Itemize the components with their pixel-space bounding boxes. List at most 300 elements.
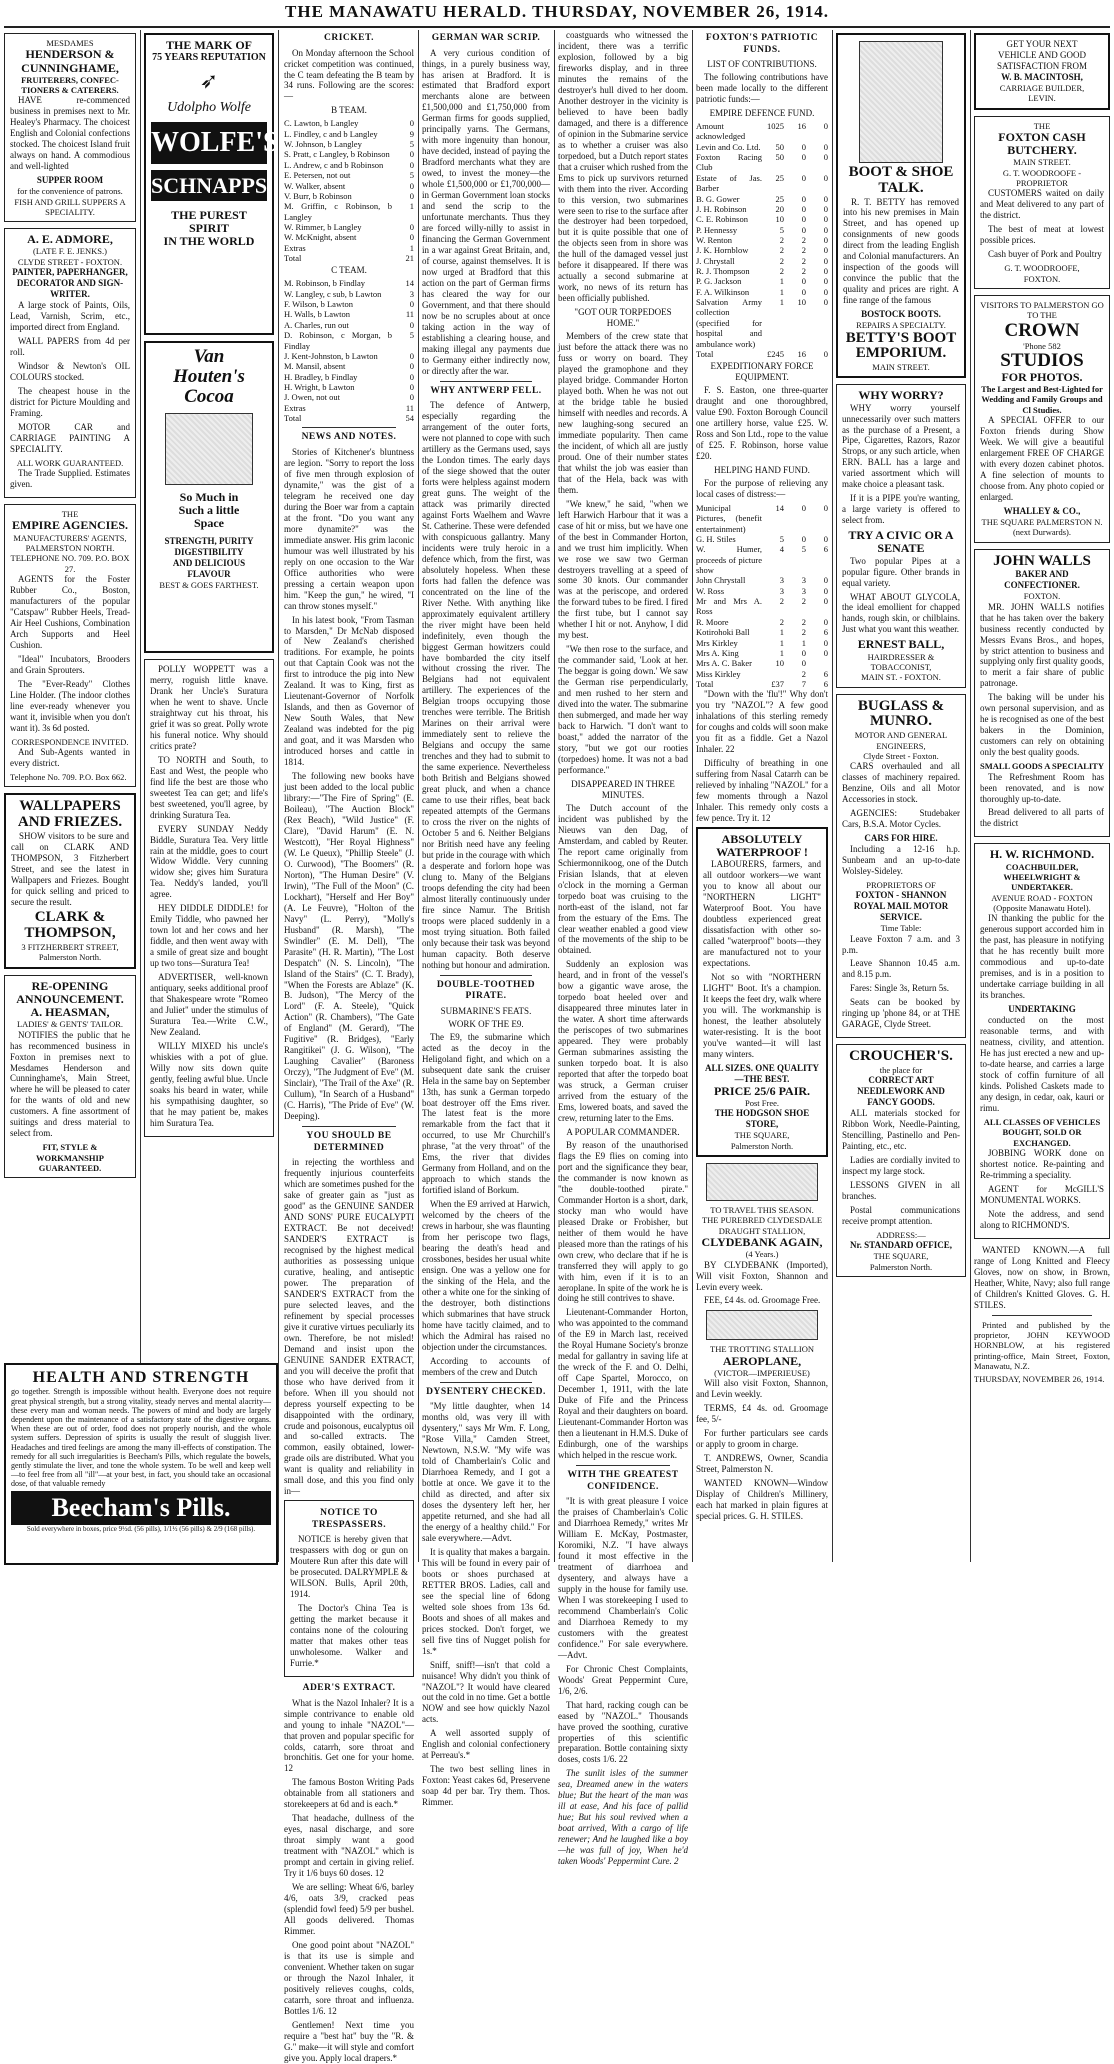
table-cell: 0 (823, 286, 828, 297)
ad-line: FIT, STYLE & WORKMANSHIP GUARANTEED. (36, 1142, 104, 1174)
article-paragraph: A well assorted supply of English and colonial confectionery at Perreau's.* (422, 1728, 550, 1761)
table-cell: 0 (801, 647, 806, 658)
table-cell: J. Chrystall (696, 255, 735, 266)
table-cell: 0 (409, 149, 414, 160)
ad-body: BY CLYDEBANK (Imported), Will visit Foxton, Shannon and Levin every week. (696, 1259, 828, 1292)
table-cell: 50 (775, 141, 784, 152)
ad-line: LADIES' & GENTS' TAILOR. (16, 1019, 124, 1030)
ad-heading: WALLPAPERS (19, 798, 121, 815)
ad-line: (LATE F. E. JENKS.) (33, 246, 107, 257)
ad-line: CORRESPONDENCE INVITED. (11, 736, 129, 747)
ad-body: Not so with "NORTHERN LIGHT" Boot. It's a champion. It keeps the feet dry, walk where you will. The workmanship is honest, the leather absolutely water-resisting. It is the boot you've wanted—it will last many winters. (703, 972, 821, 1059)
ad-line: (VICTOR—IMPERIEUSE) (714, 1367, 810, 1378)
ad-line: BAKER AND CONFECTIONER. (1004, 569, 1080, 591)
ad-line: FOXTON. (1023, 591, 1061, 602)
helping-hand-fund-table (696, 503, 828, 689)
subheading: HELPING HAND FUND. (714, 464, 810, 475)
table-cell: Salvation Army collection (specified for hospital and ambulance work) (696, 297, 762, 349)
table-cell: 2 (801, 255, 806, 266)
article-paragraph: WANTED KNOWN.—A full range of Long Knitted and Fleecy Gloves, now on show, in Brown, Heather, White, Navy; also full range of Children's Knitted Gloves. G. H. STILES. (974, 1244, 1110, 1310)
ad-line: 3 FITZHERBERT STREET, (21, 941, 119, 952)
ad-line: FISH AND GRILL SUPPERS A SPECIALITY. (14, 196, 126, 217)
table-cell: Levin and Co. Ltd. (696, 141, 761, 152)
table-cell: 0 (823, 152, 828, 163)
ad-heading: CROUCHER'S. (849, 1048, 953, 1065)
table-row (696, 152, 828, 173)
ad-heading: TRY A CIVIC OR A SENATE (848, 528, 954, 556)
ad-line: THE SQUARE, (873, 1251, 929, 1262)
table-cell: 1 (409, 201, 414, 212)
ad-line: G. T. WOODROOFE, (1004, 263, 1080, 274)
table-row (696, 544, 828, 575)
table-cell: 5 (779, 224, 784, 235)
table-row (284, 309, 414, 319)
ad-line: MANUFACTURERS' AGENTS, PALMERSTON NORTH. (13, 532, 127, 553)
table-row (696, 256, 828, 266)
table-cell: 0 (409, 350, 414, 361)
table-cell: 0 (801, 658, 806, 669)
table-cell: 0 (801, 152, 806, 163)
ad-line: W. B. MACINTOSH, (1001, 71, 1083, 82)
table-cell: P. G. Jackson (696, 276, 742, 287)
article-paragraph: NOTICE is hereby given that trespassers with dog or gun on Moutere Run after this date will be prosecuted. DALRYMPLE & WILSON. Bulls, April 20th, 1914. (290, 1534, 408, 1600)
horse-illustration (706, 1163, 818, 1201)
subheading: SUBMARINE'S FEATS. (440, 1005, 532, 1016)
ad-heading: CLARK & (34, 909, 106, 926)
table-cell: J. Owen, not out (284, 392, 340, 403)
ad-body: T. ANDREWS, Owner, Scandia Street, Palmerston N. (696, 1453, 828, 1475)
ad-line: Space (194, 516, 224, 531)
ad-line: (Opposite Manawatu Hotel). (993, 903, 1091, 914)
table-cell: 5 (801, 544, 806, 555)
ad-line: FOXTON - SHANNON ROYAL MAIL MOTOR SERVICE. (853, 890, 949, 923)
table-row (284, 170, 414, 180)
table-total-row (696, 679, 828, 689)
table-cell: 9 (409, 128, 414, 139)
table-cell: 1 (801, 637, 806, 648)
ad-heading: EMPIRE AGENCIES. (11, 518, 129, 533)
ad-heading: WOLFE'S (151, 122, 267, 163)
column-2 (144, 30, 279, 1130)
ad-body: The Trade Supplied. Estimates given. (10, 468, 130, 490)
ad-body: MR. JOHN WALLS notifies that he has taken over the bakery business recently conducted by Messrs Evans Bros., and hopes, by strict attention to business and supplying only first quality goods, to merit a fair share of public patronage. (980, 601, 1104, 689)
ad-line: (next Durwards). (1012, 527, 1072, 538)
ad-body: And Sub-Agents wanted in every district. (10, 746, 130, 768)
ad-heading: BUTCHERY. (1007, 143, 1077, 158)
ad-body: JOBBING WORK done on shortest notice. Re-painting and Re-trimming a speciality. (980, 1147, 1104, 1180)
column-1 (4, 30, 136, 1562)
ad-line: STRENGTH, PURITY (164, 536, 254, 547)
ad-line: THE (1033, 120, 1051, 131)
ad-heading: BUGLASS & (857, 697, 945, 714)
ad-line: The Largest and Best-Lighted for Wedding and Family Groups and Cl Studies. (981, 384, 1103, 415)
table-cell: Total (696, 348, 714, 359)
table-total-row (284, 413, 414, 423)
table-row (284, 392, 414, 402)
wolfes-schnapps-ad (144, 33, 279, 335)
article-paragraph: The Doctor's China Tea is getting the market because it contains none of the colouring matter that makes other teas unwholesome. Walker and Furrie.* (290, 1603, 408, 1669)
ad-body: CUSTOMERS waited on daily and Meat delivered to any part of the district. (980, 188, 1104, 221)
table-cell: 0 (801, 203, 806, 214)
table-cell: 0 (823, 637, 828, 648)
table-cell: Kotirohoki Ball (696, 627, 750, 638)
table-row (284, 243, 414, 253)
article-paragraph: One good point about "NAZOL" is that its use is simple and convenient. Whether taken on sugar or through the Nazol Inhaler, it positively relieves coughs, colds, catarrh, sore throat and influenza. Bottles 1/6. 12 (284, 1939, 414, 2016)
table-cell: 0 (801, 214, 806, 225)
table-cell: H. Wright, b Lawton (284, 381, 355, 392)
ad-body: MOTOR CAR and CARRIAGE PAINTING A SPECIALITY. (10, 421, 130, 454)
table-cell: H. Bradley, b Findlay (284, 371, 358, 382)
article-paragraph: That headache, dullness of the eyes, nasal discharge, and sore throat simply want a good treatment with "NAZOL" which is prompt and certain in giving relief. Try it 1/6 buys 60 doses. 12 (284, 1813, 414, 1879)
section-heading: NEWS AND NOTES. (301, 432, 397, 443)
ad-line: LEVIN. (1028, 93, 1056, 104)
ad-line: THE SQUARE, (734, 1130, 790, 1141)
article-paragraph: coastguards who witnessed the incident, there was a terrific explosion, followed by a big fireworks display, and in three minutes the remains of the destroyer's hull dived to her doom. Another destroyer in the vicinity is believed to have been badly damaged, and there is a difference of opinion in the Submarine service as to whether a cruiser was also torpedoed, but a Dutch report states that a cruiser which rushed from the Ems to pick up survivors returned with them into the river. According to this version, two submarines were seen to rise to the surface after the destroyer had been torpedoed, but it is quite possible that one of the objects seen from in shore was the hull of the damaged vessel just before it disappeared. If there was actually a second submarine at work, no news of its return has been officially published. (558, 30, 688, 304)
table-cell: L. Findley, c and b Langley (284, 128, 378, 139)
table-cell: 2 (779, 234, 784, 245)
ad-line: WHALLEY & CO., (1003, 505, 1081, 516)
table-row (284, 129, 414, 139)
table-cell: 14 (405, 278, 414, 289)
table-cell: 0 (823, 234, 828, 245)
table-cell: 3 (801, 585, 806, 596)
ad-body: Two popular Pipes at a popular figure. Other brands in equal variety. (842, 555, 960, 588)
ad-body: POLLY WOPPETT was a merry, roguish little knave. Drank her Uncle's Suratura when he went to shave. Uncle straightway cut his throat, his grief it was so great. Polly wrote his funeral notice. Why should critics prate? (150, 664, 268, 751)
ad-body: AGENCIES: Studebaker Cars, B.S.A. Motor Cycles. (842, 808, 960, 830)
table-cell: £37 (771, 679, 784, 689)
table-cell: 1 (779, 637, 784, 648)
table-cell (806, 658, 828, 668)
article-paragraph: "It is with great pleasure I voice the praises of Chamberlain's Colic and Diarrhoea Remedy," writes Mr William E. McKay, Postmaster, Koromiki, N.Z. "I have always found it most effective in the treatment of diarrhoea and dysentery, and always have a supply in the house for family use. When I was storekeeping I used to recommend Chamberlain's Colic and Diarrhoea Remedy to my customers with the greatest confidence." For sale everywhere.—Advt. (558, 1496, 688, 1660)
ad-line: IN THE WORLD (163, 234, 255, 249)
table-cell: M. Mansil, absent (284, 361, 346, 372)
ad-body: EVERY SUNDAY Neddy Biddle, Suratura Tea. Very little rain at the middle, goes to court Widow Widdle. Very cunning widow she; gives him Suratura Tea. Neddy's landed, you'll agree. (150, 823, 268, 900)
table-row (284, 232, 414, 242)
ad-body: Including a 12-16 h.p. Sunbeam and an up-to-date Wolsley-Sideley. (842, 844, 960, 876)
table-cell: Total (284, 413, 302, 424)
table-cell: 0 (409, 159, 414, 170)
table-row (284, 222, 414, 232)
ad-line: FRUITERERS, CONFEC- TIONERS & CATERERS. (21, 74, 119, 96)
table-cell: 0 (823, 266, 828, 277)
ad-heading: A. HEASMAN, (30, 1005, 110, 1020)
ad-heading: HEALTH AND STRENGTH (32, 1369, 250, 1386)
van-houtens-cocoa-ad (144, 341, 274, 653)
table-cell: Foxton Racing Club (696, 152, 762, 173)
table-cell: 2 (801, 627, 806, 638)
table-cell: 2 (801, 668, 806, 679)
table-row (696, 617, 828, 627)
ad-line: Palmerston North. (869, 1261, 933, 1272)
table-cell: 10 (797, 297, 806, 308)
article-paragraph: The following new books have just been added to the local public library:—"The Fire of Spring" (E. Boileau), "The Auction Block" (Rex Beach), "Wild Justice" (F. Clare), "David Harum" (E. N. Westcott), "Her Royal Highness" (W. Le Queux), "Phillip Steele" (J. O. Curwood), "The Boomers" (R. Norton), "The Human Desire" (V. Irwin), "The Full of the Moon" (C. Lockhart), "Herself and Her Boy" (A. Le Feuvre), "Holton of the Navy" (L. Perry), "Molly's Husband" (R. Marsh), "The Swindler" (E. M. Dell), "The Parasite" (H. R. Martin), "The Lost Despatch" (N. S. Lincoln), "The Island of the Stairs" (C. T. Brady), "When the Forests are Ablaze" (K. B. Judson), "The Mercy of the Lord" (F. A. Steele), "Quick Action" (R. Chambers), "The Gate of England" (M. Gerard), "The Fugitive" (R. Bridges), "Early Rangitikei" (J. G. Wilson), "The Laughing Cavalier" (Baroness Orczy), "The Judgment of Eve" (M. Sinclair), "The Trail of the Axe" (R. Cullum), "In Search of a Husband" (C. Harris), "The Pride of Eve" (W. Deeping). (284, 771, 414, 1122)
column-4 (422, 30, 550, 1808)
ad-body: WILLY MIXED his uncle's whiskies with a pot of glue. Willy now sits down quite gently, feeling awful blue. Uncle soaks his beard in water, while his sympathising daughter, so that he may patient be, makes him Suratura Tea. (150, 1040, 268, 1128)
ad-line: AND DELICIOUS (172, 558, 246, 569)
table-cell: 21 (405, 253, 414, 264)
ad-line: THE PUREST SPIRIT (171, 207, 247, 235)
table-cell: 0 (823, 245, 828, 256)
ad-line: Sold everywhere in boxes, price 9½d. (56 pills), 1/1½ (56 pills) & 2/9 (168 pills). (26, 1525, 256, 1534)
column-rule (278, 30, 279, 1562)
table-cell: C. E. Robinson (696, 214, 748, 225)
table-row (696, 287, 828, 297)
table-cell: 0 (823, 647, 828, 658)
table-row (696, 627, 828, 637)
ad-body: The baking will be under his own personal supervision, and as he is recognised as one of the best bakers in the Dominion, customers can rely on obtaining only the best quality goods. (980, 692, 1104, 758)
ad-heading: ANNOUNCEMENT. (16, 991, 124, 1006)
column-rule (970, 30, 971, 1562)
table-row (696, 235, 828, 245)
table-cell: D. Robinson, c Morgan, b Findlay (284, 330, 392, 351)
table-cell: John Chrystall (696, 575, 746, 586)
table-cell: 0 (823, 616, 828, 627)
hodgson-shoe-store-ad (696, 827, 828, 1157)
table-row (696, 204, 828, 214)
table-cell: 0 (801, 141, 806, 152)
table-row (284, 118, 414, 128)
ad-line: the place for (879, 1065, 923, 1076)
table-cell: 0 (823, 502, 828, 513)
table-cell: Total (284, 253, 302, 264)
table-cell: W. McKnight, absent (284, 232, 357, 243)
table-row (284, 149, 414, 159)
ad-body: TERMS, £4 4s. od. Groomage fee, 5/- (696, 1403, 828, 1425)
table-cell: 0 (823, 193, 828, 204)
article-paragraph: "We knew," he said, "when we left Harwich Harbour that it was a case of hit or miss, but we have one of the best in Commander Horton, and we trust him implicitly. When we rose we saw two German destroyers travelling at a speed of some 30 knots. Our commander was at the periscope, and ordered the forward tubes to be fired. I fired the first tube, but I cannot say whether I hit or not. Anyhow, I did my best. (558, 498, 688, 641)
table-row (696, 194, 828, 204)
table-cell: 0 (801, 172, 806, 183)
table-cell: W. Johnson, b Langley (284, 139, 362, 150)
table-cell: 3 (801, 575, 806, 586)
table-cell: Amount acknowledged (696, 121, 746, 142)
ad-line: SMALL GOODS A SPECIALITY (980, 761, 1104, 772)
ad-body: Seats can be booked by ringing up 'phone 84, or at THE GARAGE, Clyde Street. (842, 997, 960, 1030)
table-cell: 54 (405, 413, 414, 424)
ad-body: LABOURERS, farmers, and all outdoor workers—we want you to know all about our "NORTHERN LIGHT" Waterproof Boot. You have doubtless experienced great dissatisfaction with other so-called "waterproof" boots—they are manufactured not to your expectations. (703, 859, 821, 969)
table-cell: W. Rimmer, b Langley (284, 221, 362, 232)
ad-line: VEHICLE AND GOOD (998, 49, 1086, 60)
ad-body: Cash buyer of Pork and Poultry (988, 249, 1102, 260)
table-row (696, 586, 828, 596)
ad-body: If it is a PIPE you're wanting, a large variety is offered to select from. (842, 493, 960, 526)
table-cell: B. G. Gower (696, 193, 740, 204)
ad-body: A SPECIAL OFFER to our Foxton friends during Show Week. We will give a beautiful enlargement FREE OF CHARGE with every dozen cabinet photos. A fine selection of mounts to choose from. Any photo copied or enlarged. (980, 415, 1104, 502)
ad-line: MESDAMES (46, 38, 94, 48)
article-paragraph: On Monday afternoon the School cricket competition was continued, the C team defeating the B team by 34 runs. Following are the scores:— (284, 47, 414, 102)
ad-heading: ABSOLUTELY WATERPROOF ! (716, 831, 808, 860)
ad-body: "Ideal" Incubators, Brooders and Grain Sprouters. (10, 653, 130, 675)
ad-heading: Cocoa (184, 385, 234, 407)
table-cell: 16 (797, 348, 806, 359)
table-cell: 7 (801, 679, 806, 689)
table-cell: A. Charles, run out (284, 319, 349, 330)
ad-heading: Van (193, 346, 225, 367)
table-cell: 5 (779, 533, 784, 544)
table-cell: 0 (823, 575, 828, 586)
table-cell: L. Andrew, c and b Robinson (284, 159, 384, 170)
article-paragraph: The defence of Antwerp, especially regarding the arrangement of the outer forts, were not planned to cope with such artillery as the Germans used, says the London times. The early days of the siege showed that the outer forts were helpless against modern great guns. The weight of the attack was primarily directed against Forts Waelhem and Wavre St. Catherine. These were defended with conspicuous gallantry. Many incidents were truly heroic in a defence which, from the first, was absolutely hopeless. When these forts had fallen the defence was concentrated on the line of the River Nethe. With anything like approximately equivalent artillery the river might have been held indefinitely, even though the biggest German howitzers could have bombarded the city itself without crossing the river. The Belgians had not equivalent artillery. The experiences of the Belgian troops occupying those trenches were terrible. The British Marines on their arrival were immediately sent to relieve the Belgians and occupy the same trenches and they had to submit to the same experience. Nevertheless both British and Belgians showed great pluck, and when a chance came to use their rifles, beat back repeated attempts of the Germans to cross the river on the nights of October 5 and 6. Neither Belgians nor British need have any feeling but pride in the courage with which a desperate and forlorn hope was clung to. Many of the Belgians troops defending the city had been almost literally continuously under fire since Namur. The British troops were placed suddenly in a most trying situation. Both failed only because their task was beyond human capacity. Both deserve nothing but honour and admiration. (422, 400, 550, 970)
admore-ad (4, 228, 136, 498)
table-row (284, 139, 414, 149)
richmond-ad (974, 843, 1110, 1238)
section-heading: DOUBLE-TOOTHED PIRATE. (436, 979, 536, 1002)
table-cell: G. H. Stiles (696, 533, 736, 544)
table-cell: 0 (823, 348, 828, 359)
table-cell: W. Renton (696, 234, 733, 245)
ad-line: CORRECT ART NEEDLEWORK AND FANCY GOODS. (857, 1075, 945, 1108)
ad-line: 'Phone 582 (1023, 340, 1061, 351)
article-paragraph: in rejecting the worthless and frequently injurious counterfeits which are sometimes pushed for the sake of greater gain as "just as good" as the GENUINE SANDER AND SONS' PURE EUCALYPTI EXTRACT. Be not deceived! SANDER'S EXTRACT is recognised by the highest medical authorities as possessing unique curative, healing, and antiseptic power. The preparation of SANDER'S EXTRACT from the pure selected leaves, and the refinement by special processes give it curative virtues peculiarly its own. Therefore, be not misled! Demand and insist upon the GENUINE SANDER EXTRACT, and you will deceive the profit that those who have derived from it before. When ill you should not depress yourself expecting to be disappointed with the ordinary, crude and poisonous, eucalyptus oil and so-called extracts. The common, easily obtained, lower-grade oils are distributed. What you want is quality and reliability in small dose, and this you find only in— (284, 1157, 414, 1497)
ernest-ball-ad (836, 384, 966, 687)
table-cell: W. Ross (696, 585, 725, 596)
article-paragraph: In his latest book, "From Tasman to Marsden," Dr McNab disposed of New Zealand's cherished traditions. For example, he points out that Captain Cook was not the first to introduce the pig into New Zealand. It was to King, first as Lieutenant-Governor of Norfolk Islands, and then as Governor of New South Wales, that New Zealand was indebted for the pig and goat, and it was Marsden who introduced horses and cattle in 1814. (284, 614, 414, 768)
ad-heading: CROWN (1004, 319, 1080, 341)
table-cell: M. Robinson, b Findlay (284, 278, 365, 289)
subheading: EMPIRE DEFENCE FUND. (709, 108, 815, 119)
section-heading: GERMAN WAR SCRIP. (431, 33, 541, 43)
ad-body: Leave Shannon 10.45 a.m. and 8.15 p.m. (842, 958, 960, 980)
subheading: EXPEDITIONARY FORCE EQUIPMENT. (710, 361, 814, 383)
ad-line: DIGESTIBILITY (174, 547, 244, 558)
table-cell: E. Petersen, not out (284, 170, 351, 181)
article-paragraph: We are selling: Wheat 6/6, barley 4/6, oats 3/9, cracked peas (splendid fowl feed) 5/9 per bushel. All goods delivered. Thomas Rimmer. (284, 1882, 414, 1937)
table-cell: 0 (801, 224, 806, 235)
table-cell: 0 (409, 381, 414, 392)
table-cell: 2 (779, 255, 784, 266)
ad-line: Clyde Street - Foxton. (863, 750, 939, 761)
table-cell: 11 (405, 402, 414, 413)
ad-line: THE HODGSON SHOE STORE, (714, 1108, 810, 1130)
table-row (696, 173, 828, 194)
table-cell: 0 (823, 596, 828, 607)
table-row (284, 382, 414, 392)
ad-heading: JOHN WALLS (993, 552, 1091, 569)
table-cell: Total (696, 679, 714, 689)
table-cell: £245 (767, 348, 784, 359)
article-paragraph: Difficulty of breathing in one suffering from Nasal Catarrh can be relieved by inhaling "NAZOL" for a few moments through a Nazol Inhaler. This remedy only costs a few pence. Try it. 12 (696, 758, 828, 824)
ad-line: Palmerston North. (38, 952, 102, 963)
article-paragraph: The following contributions have been made locally to the different patriotic funds:— (696, 72, 828, 105)
ad-body: SHOW visitors to be sure and call on CLARK AND THOMPSON, 3 Fitzherbert Street, and see the latest in Wallpapers and Friezes. Bought for quick selling and priced to secure the result. (11, 830, 129, 907)
ad-body: conducted on the most reasonable terms, and with neatness, civility, and attention. He has just erected a new and up-to-date hearse, and carries a large stock of coffin furniture of all kinds. Polished Caskets made to any design, in cedar, oak, kauri or rimu. (980, 1015, 1104, 1113)
ad-line: THE PUREBRED CLYDESDALE DRAUGHT STALLION, (701, 1215, 823, 1236)
ad-line: Post Free. (745, 1097, 779, 1108)
article-paragraph: By reason of the unauthorised flags the E9 flies on coming into port and the significance they bear, the commander is now known as "the double-toothed pirate." Commander Horton is a short, dark, stocky man who would have pleased Drake or Frobisher, but neither of them would he have pleased more than the ratings of his own crew, who declare that if he is transferred they will apply to go with him, even if it is to an aeroplane. In spite of the work he is doing he still contrives to shave. (558, 1139, 688, 1304)
ad-body: CARS overhauled and all classes of machinery repaired. Benzine, Oils and all Motor Accessories in stock. (842, 761, 960, 805)
table-cell: 0 (409, 319, 414, 330)
table-cell: J. Kent-Johnston, b Lawton (284, 350, 378, 361)
ad-line: FLAVOUR (187, 569, 231, 580)
section-heading: CRICKET. (323, 33, 374, 43)
table-cell: 0 (409, 232, 414, 243)
ad-body: ALL materials stocked for Ribbon Work, Needle-Painting, Stencilling, Pastinello and Pen-Painting, etc., etc. (842, 1108, 960, 1152)
ad-body: Leave Foxton 7 a.m. and 3 p.m. (842, 933, 960, 955)
table-row (696, 276, 828, 286)
ad-heading: PRICE 25/6 PAIR. (713, 1083, 811, 1098)
column-5 (558, 30, 688, 1867)
table-cell: 20 (775, 203, 784, 214)
ad-heading: 75 YEARS REPUTATION (152, 52, 266, 64)
table-cell: 0 (823, 297, 828, 308)
article-paragraph: When the E9 arrived at Harwich, welcomed by the cheers of the crews in harbour, she was flaunting from her periscope two flags, bearing the death's head and crossbones, besides her usual white ensign. One was a yellow one for the sinking of the Hela, and the other a white one for the sinking of the destroyer, both distinctions which submarines that have struck home have tacitly claimed, and to which the Admiral has raised no objection under the circumstances. (422, 1199, 550, 1352)
table-cell: W. Walker, absent (284, 180, 346, 191)
table-cell: H. Walls, b Lawton (284, 309, 350, 320)
table-cell: 0 (409, 190, 414, 201)
table-cell: W. Langley, c sub, b Lawton (284, 288, 382, 299)
table-cell: 6 (823, 627, 828, 638)
table-row (696, 266, 828, 276)
article-paragraph: That hard, racking cough can be eased by "NAZOL." Thousands have proved the soothing, curative properties of this scientific preparation. Bottle containing sixty doses, costs 1/6. 22 (558, 1699, 688, 1765)
table-cell: Mrs A. C. Baker (696, 658, 752, 669)
ad-heading: MUNRO. (869, 713, 933, 730)
table-total-row (284, 253, 414, 263)
column-rule (832, 30, 833, 1562)
masthead-rule (4, 26, 1110, 28)
table-cell: 6 (823, 679, 828, 689)
table-cell: 0 (801, 286, 806, 297)
article-paragraph: A very curious condition of things, in a purely business way, has arisen at Bradford. It is estimated that Bradford export merchants alone are between £1,500,000 and £1,750,000 from German firms for goods supplied, principally yarns. The Germans, with more ingenuity than honour, have decided, instead of paying the Bradford merchants what they are owed, to invest the money—the whole £1,500,000 or £1,700,000—in German Government loan stocks and send the scrip to the unfortunate merchants. Thus they are forced willy-nilly to assist in financing the German Government in a war against Great Britain, and, of course, against themselves. It is now urged at Bradford that this action on the part of German firms has cleared the way for our Government, and that there should now be no scruples about at once taking action in the way of establishing a clearing house, and making illegal any payments due to Germany either indirectly now, or directly after the war. (422, 47, 550, 376)
table-cell: 5 (409, 139, 414, 150)
article-paragraph: The Dutch account of the incident was published by the Nieuws van den Dag, of Amsterdam, and cabled by Reuter. The report came originally from Schiermonnikoog, one of the Dutch Frisian Islands, that at eleven o'clock in the morning a German torpedo boat was cruising to the north-east of the island, not far from the estuary of the Ems. The clear weather enabled a good view of the movements of the ship to be obtained. (558, 802, 688, 956)
table-cell: W. Humer, proceeds of picture show (696, 544, 762, 576)
table-row (284, 320, 414, 330)
subheading: B TEAM. (331, 105, 367, 116)
ad-heading: BOOT & SHOE TALK. (848, 164, 954, 196)
column-rule (418, 30, 419, 1562)
table-cell: R. J. Thompson (696, 266, 750, 277)
horse-illustration (706, 1310, 818, 1340)
ad-heading: FOXTON CASH (998, 129, 1086, 144)
table-row (696, 297, 828, 349)
table-row (284, 278, 414, 288)
section-heading: FOXTON'S PATRIOTIC FUNDS. (705, 33, 819, 55)
table-cell: Mrs A. King (696, 647, 739, 658)
table-cell: 11 (405, 309, 414, 320)
table-cell: 2 (801, 616, 806, 627)
ad-line: CARRIAGE BUILDER, (999, 82, 1085, 93)
subheading: "GOT OUR TORPEDOES HOME." (574, 307, 672, 329)
table-cell: P. Hennessy (696, 224, 738, 235)
ad-line: ADDRESS:— (876, 1229, 926, 1240)
table-row (284, 191, 414, 201)
article-paragraph: Members of the crew state that just before the attack there was no fuss or worry on board. They played the gramophone and they played bridge. Commander Horton played both. When he was not out at the bridge table he busied himself with needles and records. A new laughing-song secured an immediate popularity. Then came the incident, of which all are justly proud. One of their number states that whilst the job was easier than that of the Hela, back was with them. (558, 331, 688, 495)
table-cell: 0 (409, 118, 414, 129)
ad-body: For further particulars see cards or apply to groom in charge. (696, 1428, 828, 1450)
table-row (696, 638, 828, 648)
beechams-pills-ad (4, 1363, 278, 1565)
table-cell: 0 (823, 121, 828, 131)
table-cell: 2 (779, 596, 784, 607)
ad-line: GET YOUR NEXT (1006, 39, 1078, 49)
table-row (696, 648, 828, 658)
table-cell: M. Griffin, c Robinson, b Langley (284, 201, 392, 222)
table-cell: 0 (409, 361, 414, 372)
table-cell: Mrs Kirkley (696, 637, 738, 648)
table-cell: C. Lawton, b Langley (284, 118, 359, 129)
table-cell: 3 (779, 575, 784, 586)
table-cell: 0 (801, 276, 806, 287)
table-cell: 2 (801, 596, 806, 607)
ad-line: BEST & GOES FARTHEST. (159, 580, 259, 591)
table-cell: 1 (779, 647, 784, 658)
table-cell: 0 (409, 371, 414, 382)
ad-line: CLYDE STREET - FOXTON. (17, 256, 123, 267)
article-paragraph: "My little daughter, when 14 months old, was very ill with dysentery," says Mr Wm. F. Long, "Rose Villa," Camden Street, Newtown, N.S.W. "My wife was told of Chamberlain's Colic and Diarrhoea Remedy, and I got a bottle at once. We gave it to the child as directed, and after six doses the dysentery left her, her appetite returned, and she had all the energy of a healthy child." For sale everywhere.—Advt. (422, 1401, 550, 1543)
table-cell: 5 (409, 330, 414, 341)
table-cell: 10 (775, 658, 784, 669)
table-cell: 0 (823, 141, 828, 152)
